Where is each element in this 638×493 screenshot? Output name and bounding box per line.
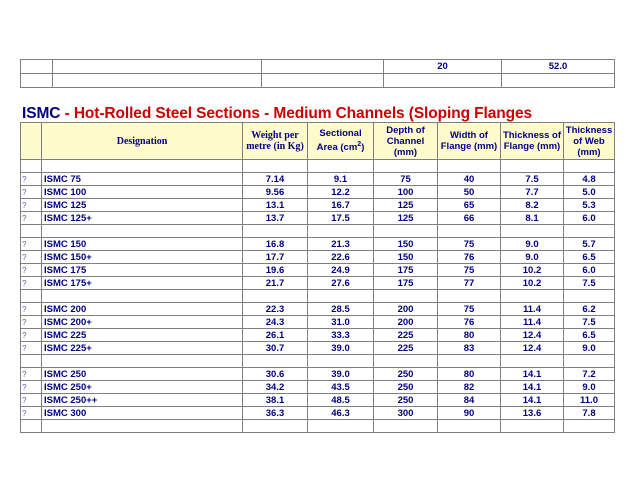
spacer-cell: [564, 420, 615, 433]
spacer-cell: [564, 290, 615, 303]
spacer-cell: [308, 290, 374, 303]
table-row: [21, 303, 615, 316]
cell-designation: ISMC 200+: [42, 316, 243, 329]
cell-depth: 125: [374, 212, 438, 225]
cell-designation: ISMC 75: [42, 173, 243, 186]
top-cell-empty: [53, 74, 262, 88]
cell-thickness-web: 11.0: [564, 394, 615, 407]
cell-width: 40: [438, 173, 501, 186]
cell-weight: 13.7: [243, 212, 308, 225]
spacer-cell: [243, 355, 308, 368]
spacer-cell: [501, 290, 564, 303]
cell-depth: 100: [374, 186, 438, 199]
table-row: [21, 264, 615, 277]
spacer-cell: [21, 225, 42, 238]
cell-width: 65: [438, 199, 501, 212]
spacer-cell: [308, 355, 374, 368]
cell-weight: 30.6: [243, 368, 308, 381]
cell-width: 75: [438, 303, 501, 316]
cell-thickness-web: 7.5: [564, 316, 615, 329]
table-row: [21, 212, 615, 225]
spacer-cell: [42, 160, 243, 173]
spacer-cell: [564, 355, 615, 368]
spacer-cell: [501, 160, 564, 173]
cell-designation: ISMC 150: [42, 238, 243, 251]
cell-width: 50: [438, 186, 501, 199]
top-cell-empty: [262, 74, 384, 88]
cell-sectional-area: 39.0: [308, 342, 374, 355]
cell-weight: 19.6: [243, 264, 308, 277]
cell-thickness-flange: 10.2: [501, 264, 564, 277]
cell-designation: ISMC 225+: [42, 342, 243, 355]
cell-width: 75: [438, 264, 501, 277]
table-row: [21, 342, 615, 355]
cell-depth: 200: [374, 303, 438, 316]
cell-sectional-area: 27.6: [308, 277, 374, 290]
cell-designation: ISMC 100: [42, 186, 243, 199]
header-thickness-flange: Thickness of Flange (mm): [501, 123, 564, 160]
cell-thickness-flange: 8.1: [501, 212, 564, 225]
spacer-cell: [564, 160, 615, 173]
cell-designation: ISMC 175+: [42, 277, 243, 290]
row-marker: ?: [21, 329, 42, 342]
spacer-cell: [374, 160, 438, 173]
table-row: [21, 316, 615, 329]
spacer-row: [21, 420, 615, 433]
spacer-cell: [21, 290, 42, 303]
table-row: [21, 368, 615, 381]
spacer-cell: [438, 420, 501, 433]
table-row: [21, 394, 615, 407]
header-area-end: ): [361, 142, 365, 154]
cell-thickness-flange: 9.0: [501, 251, 564, 264]
spacer-cell: [21, 355, 42, 368]
row-marker: ?: [21, 251, 42, 264]
cell-sectional-area: 31.0: [308, 316, 374, 329]
cell-designation: ISMC 250+: [42, 381, 243, 394]
cell-weight: 36.3: [243, 407, 308, 420]
cell-depth: 150: [374, 251, 438, 264]
cell-thickness-web: 6.0: [564, 212, 615, 225]
cell-designation: ISMC 225: [42, 329, 243, 342]
table-row: [21, 407, 615, 420]
spacer-cell: [243, 225, 308, 238]
cell-width: 76: [438, 316, 501, 329]
top-cell-depth: 20: [384, 60, 502, 74]
table-row: [21, 277, 615, 290]
cell-width: 75: [438, 238, 501, 251]
ismc-channel-table: [20, 122, 615, 433]
cell-depth: 250: [374, 368, 438, 381]
cell-thickness-web: 6.0: [564, 264, 615, 277]
cell-sectional-area: 48.5: [308, 394, 374, 407]
page-title: [22, 105, 532, 123]
spacer-row: [21, 225, 615, 238]
header-area-text: Sectional Area (cm: [316, 128, 362, 154]
cell-sectional-area: 17.5: [308, 212, 374, 225]
cell-designation: ISMC 125+: [42, 212, 243, 225]
row-marker: ?: [21, 173, 42, 186]
spacer-cell: [438, 160, 501, 173]
header-depth: Depth of Channel (mm): [374, 123, 438, 160]
cell-width: 84: [438, 394, 501, 407]
spacer-cell: [308, 160, 374, 173]
cell-thickness-web: 7.2: [564, 368, 615, 381]
row-marker: ?: [21, 368, 42, 381]
spacer-cell: [501, 420, 564, 433]
cell-width: 82: [438, 381, 501, 394]
spacer-cell: [21, 420, 42, 433]
cell-thickness-web: 5.0: [564, 186, 615, 199]
cell-sectional-area: 43.5: [308, 381, 374, 394]
cell-thickness-flange: 14.1: [501, 381, 564, 394]
top-cell-empty: [262, 60, 384, 74]
spacer-cell: [374, 420, 438, 433]
header-area-sup: 2: [357, 141, 362, 149]
cell-depth: 150: [374, 238, 438, 251]
top-cell-thickness-web: [502, 74, 615, 88]
top-cell-thickness-web: 52.0: [502, 60, 615, 74]
cell-depth: 225: [374, 329, 438, 342]
row-marker: ?: [21, 316, 42, 329]
cell-thickness-web: 6.2: [564, 303, 615, 316]
cell-depth: 200: [374, 316, 438, 329]
top-cell-depth: [384, 74, 502, 88]
spacer-cell: [243, 160, 308, 173]
spacer-cell: [42, 420, 243, 433]
cell-sectional-area: 24.9: [308, 264, 374, 277]
spacer-row: [21, 355, 615, 368]
header-designation: Designation: [42, 123, 243, 160]
top-cell-empty: [21, 74, 53, 88]
table-header-row: [21, 123, 615, 160]
cell-designation: ISMC 250++: [42, 394, 243, 407]
cell-depth: 250: [374, 381, 438, 394]
spacer-cell: [308, 225, 374, 238]
cell-thickness-flange: 10.2: [501, 277, 564, 290]
cell-sectional-area: 9.1: [308, 173, 374, 186]
cell-weight: 26.1: [243, 329, 308, 342]
spacer-cell: [243, 420, 308, 433]
cell-depth: 175: [374, 264, 438, 277]
spacer-cell: [21, 160, 42, 173]
spacer-cell: [42, 355, 243, 368]
cell-width: 66: [438, 212, 501, 225]
cell-thickness-flange: 13.6: [501, 407, 564, 420]
cell-sectional-area: 39.0: [308, 368, 374, 381]
cell-thickness-web: 5.7: [564, 238, 615, 251]
cell-weight: 9.56: [243, 186, 308, 199]
cell-thickness-flange: 7.7: [501, 186, 564, 199]
cell-weight: 30.7: [243, 342, 308, 355]
cell-designation: ISMC 200: [42, 303, 243, 316]
top-table-row: [21, 60, 615, 74]
cell-width: 83: [438, 342, 501, 355]
cell-designation: ISMC 250: [42, 368, 243, 381]
cell-weight: 21.7: [243, 277, 308, 290]
spacer-cell: [438, 355, 501, 368]
cell-sectional-area: 22.6: [308, 251, 374, 264]
cell-weight: 16.8: [243, 238, 308, 251]
cell-weight: 17.7: [243, 251, 308, 264]
cell-weight: 34.2: [243, 381, 308, 394]
header-width: Width of Flange (mm): [438, 123, 501, 160]
cell-sectional-area: 28.5: [308, 303, 374, 316]
table-row: [21, 251, 615, 264]
row-marker: ?: [21, 303, 42, 316]
cell-weight: 7.14: [243, 173, 308, 186]
cell-thickness-web: 6.5: [564, 251, 615, 264]
cell-thickness-flange: 12.4: [501, 342, 564, 355]
spacer-cell: [243, 290, 308, 303]
row-marker: ?: [21, 212, 42, 225]
previous-table-fragment: [20, 59, 615, 88]
spacer-cell: [501, 225, 564, 238]
spacer-row: [21, 160, 615, 173]
spacer-cell: [564, 225, 615, 238]
top-cell-empty: [21, 60, 53, 74]
cell-sectional-area: 33.3: [308, 329, 374, 342]
spacer-cell: [374, 225, 438, 238]
cell-depth: 125: [374, 199, 438, 212]
table-row: [21, 199, 615, 212]
table-row: [21, 329, 615, 342]
cell-weight: 13.1: [243, 199, 308, 212]
cell-thickness-flange: 8.2: [501, 199, 564, 212]
row-marker: ?: [21, 277, 42, 290]
spacer-cell: [42, 290, 243, 303]
cell-weight: 22.3: [243, 303, 308, 316]
cell-thickness-web: 7.5: [564, 277, 615, 290]
table-row: [21, 238, 615, 251]
spacer-cell: [438, 290, 501, 303]
header-weight: Weight per metre (in Kg): [243, 123, 308, 160]
cell-sectional-area: 16.7: [308, 199, 374, 212]
cell-thickness-flange: 11.4: [501, 316, 564, 329]
table-row: [21, 173, 615, 186]
cell-designation: ISMC 125: [42, 199, 243, 212]
cell-thickness-web: 4.8: [564, 173, 615, 186]
cell-depth: 225: [374, 342, 438, 355]
header-marker-cell: [21, 123, 42, 160]
cell-width: 80: [438, 368, 501, 381]
cell-width: 90: [438, 407, 501, 420]
cell-weight: 24.3: [243, 316, 308, 329]
row-marker: ?: [21, 381, 42, 394]
spacer-cell: [501, 355, 564, 368]
cell-thickness-web: 9.0: [564, 381, 615, 394]
spacer-cell: [374, 290, 438, 303]
cell-designation: ISMC 175: [42, 264, 243, 277]
cell-designation: ISMC 300: [42, 407, 243, 420]
spacer-cell: [42, 225, 243, 238]
cell-width: 80: [438, 329, 501, 342]
row-marker: ?: [21, 342, 42, 355]
top-cell-empty: [53, 60, 262, 74]
cell-width: 76: [438, 251, 501, 264]
spacer-cell: [438, 225, 501, 238]
row-marker: ?: [21, 394, 42, 407]
cell-depth: 250: [374, 394, 438, 407]
cell-thickness-web: 6.5: [564, 329, 615, 342]
cell-thickness-flange: 11.4: [501, 303, 564, 316]
cell-thickness-web: 5.3: [564, 199, 615, 212]
cell-thickness-flange: 14.1: [501, 368, 564, 381]
table-row: [21, 381, 615, 394]
row-marker: ?: [21, 264, 42, 277]
spacer-row: [21, 290, 615, 303]
title-code: ISMC: [22, 105, 61, 122]
cell-sectional-area: 46.3: [308, 407, 374, 420]
row-marker: ?: [21, 199, 42, 212]
row-marker: ?: [21, 238, 42, 251]
cell-depth: 300: [374, 407, 438, 420]
cell-thickness-flange: 9.0: [501, 238, 564, 251]
spacer-cell: [374, 355, 438, 368]
cell-designation: ISMC 150+: [42, 251, 243, 264]
cell-depth: 175: [374, 277, 438, 290]
header-thickness-web: Thickness of Web (mm): [564, 123, 615, 160]
top-table-row: [21, 74, 615, 88]
header-sectional-area: [308, 123, 374, 160]
row-marker: ?: [21, 186, 42, 199]
cell-thickness-flange: 12.4: [501, 329, 564, 342]
cell-width: 77: [438, 277, 501, 290]
cell-weight: 38.1: [243, 394, 308, 407]
table-row: [21, 186, 615, 199]
cell-thickness-flange: 7.5: [501, 173, 564, 186]
row-marker: ?: [21, 407, 42, 420]
cell-thickness-flange: 14.1: [501, 394, 564, 407]
cell-sectional-area: 21.3: [308, 238, 374, 251]
title-text: - Hot-Rolled Steel Sections - Medium Channels (Sloping Flanges: [60, 105, 533, 122]
cell-thickness-web: 9.0: [564, 342, 615, 355]
cell-sectional-area: 12.2: [308, 186, 374, 199]
cell-depth: 75: [374, 173, 438, 186]
spacer-cell: [308, 420, 374, 433]
cell-thickness-web: 7.8: [564, 407, 615, 420]
